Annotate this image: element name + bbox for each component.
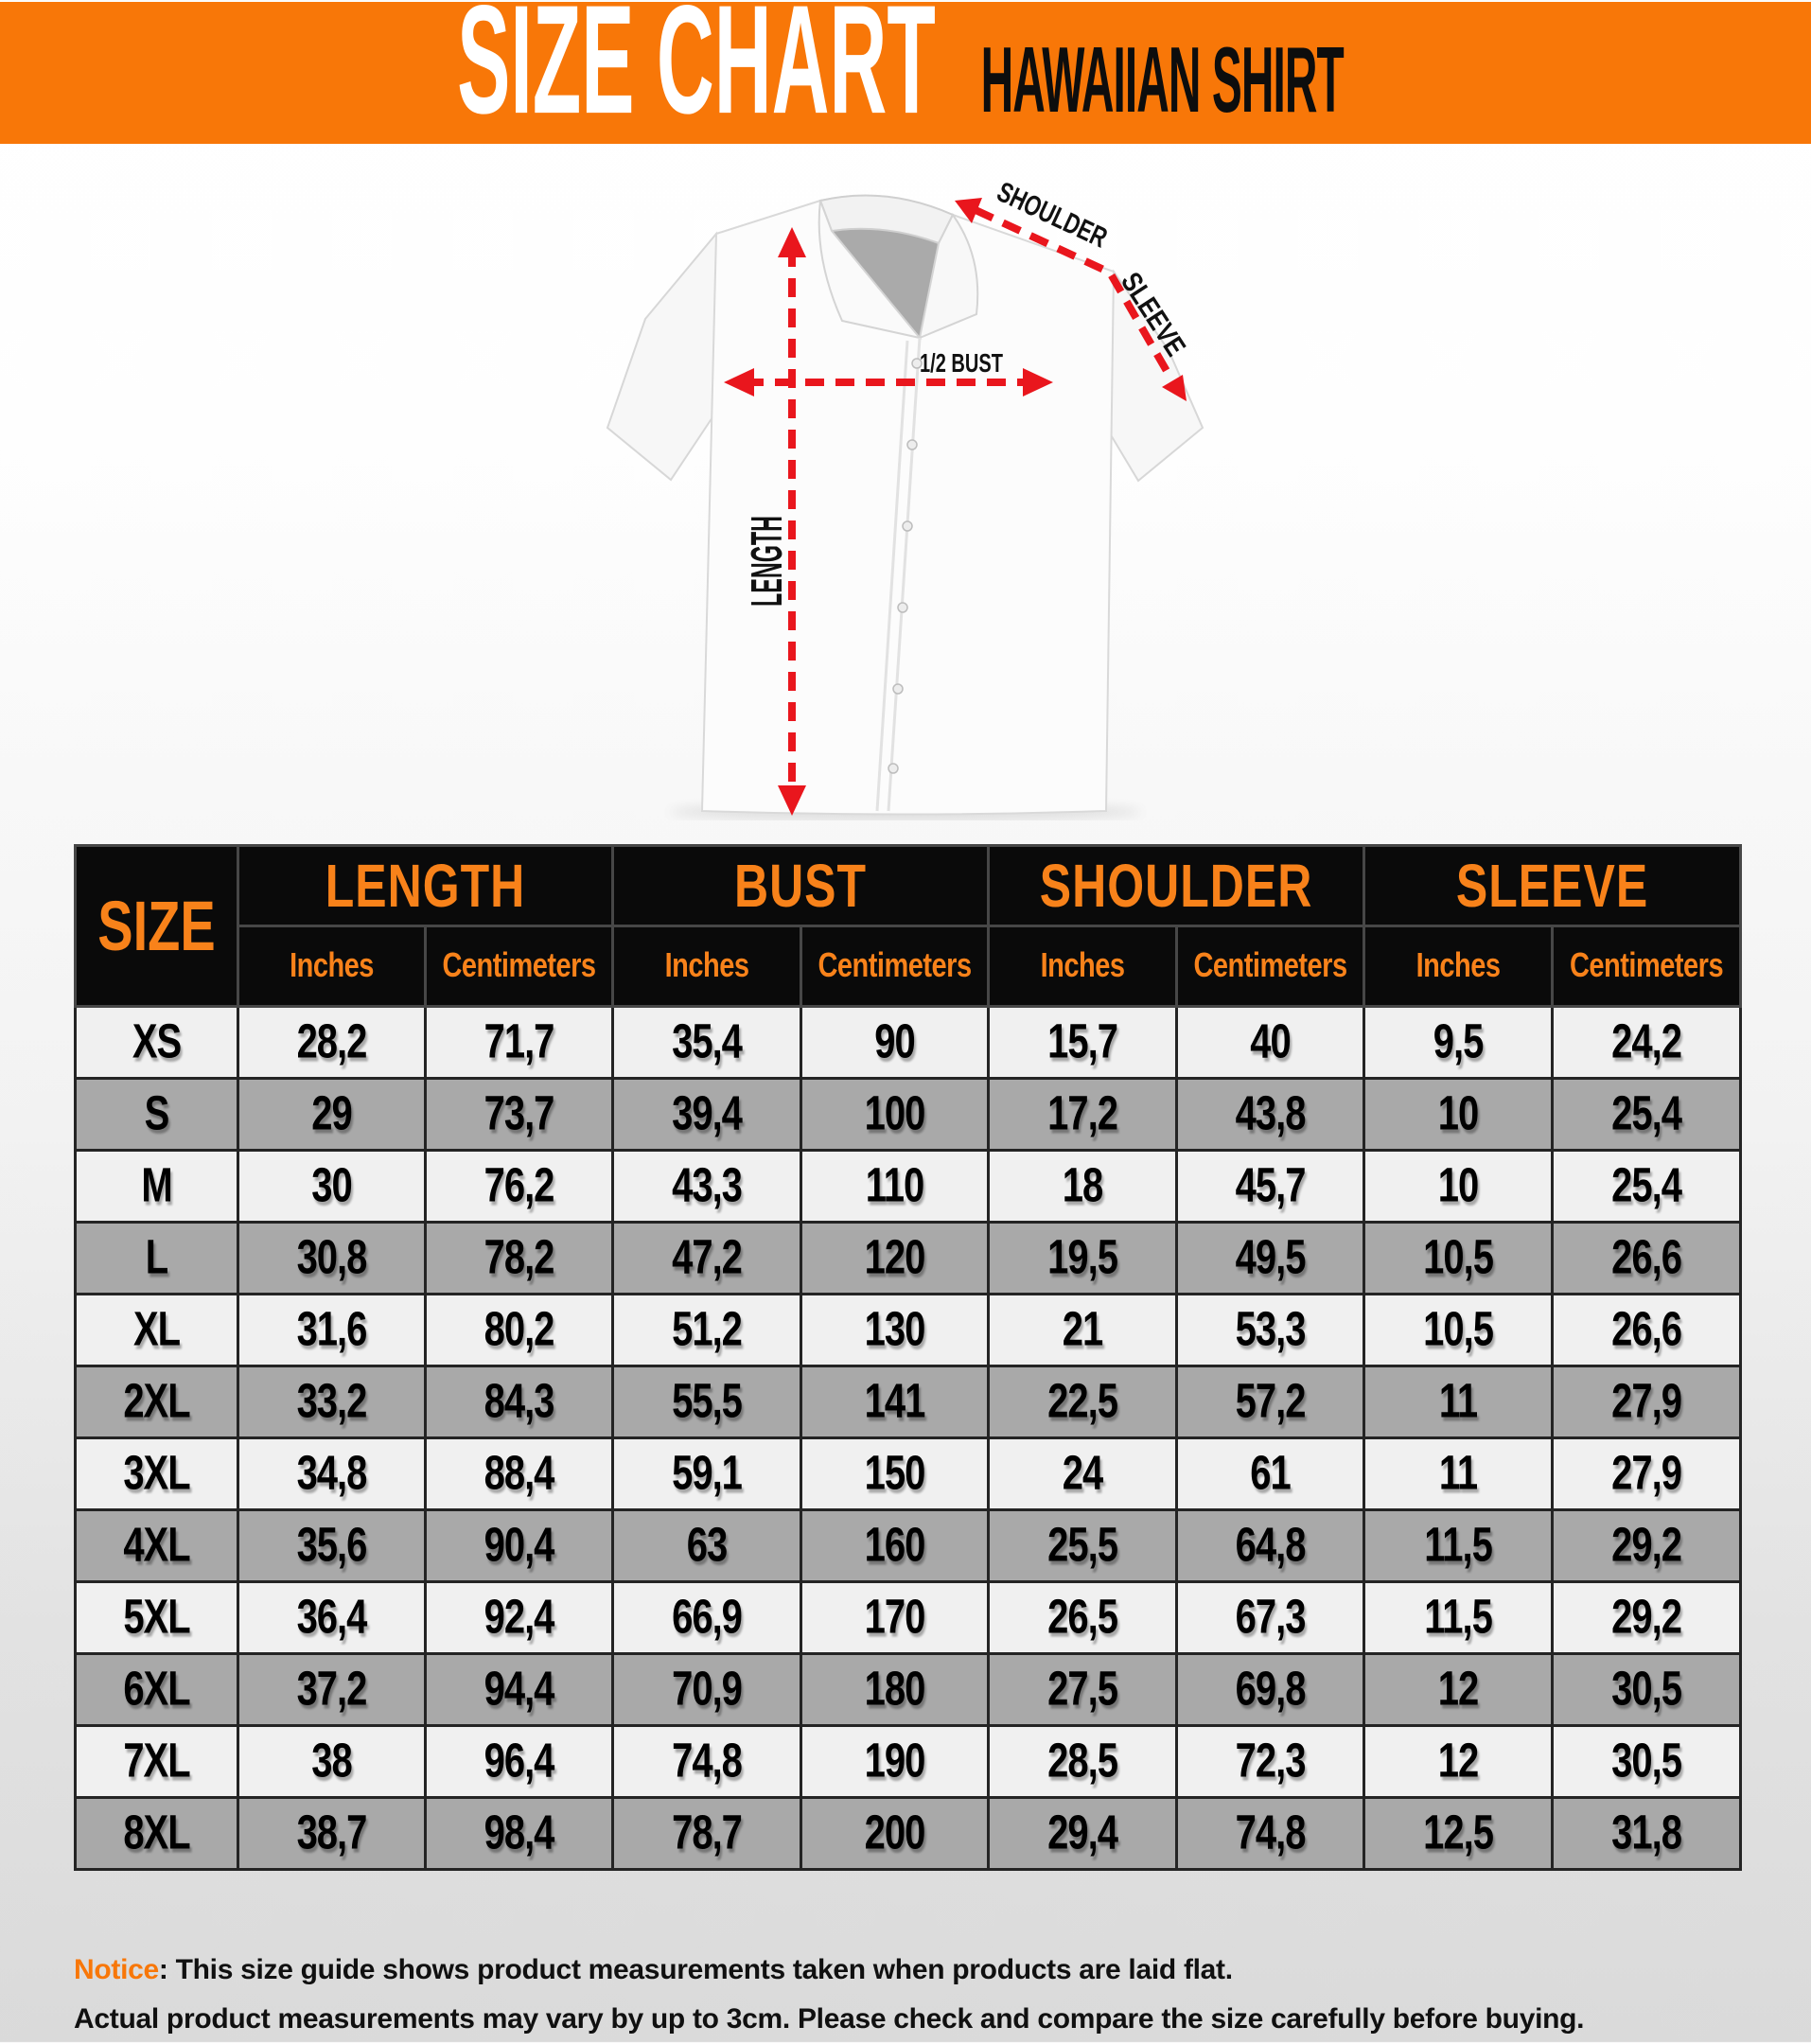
cell-6xl-6-label: 12 xyxy=(1437,1662,1479,1717)
notice-line-1 xyxy=(74,1946,1739,1995)
cell-6xl-5 xyxy=(1177,1654,1364,1726)
cell-8xl-4-label: 29,4 xyxy=(1047,1806,1117,1860)
cell-7xl-6 xyxy=(1364,1726,1553,1798)
cell-5xl-2-label: 66,9 xyxy=(672,1590,742,1645)
cell-xs-1 xyxy=(426,1007,613,1079)
cell-2xl-6 xyxy=(1364,1366,1553,1438)
column-unit-7-label: Centimeters xyxy=(1569,946,1724,985)
cell-6xl-0-label: 37,2 xyxy=(296,1662,367,1717)
cell-xs-3-label: 90 xyxy=(874,1014,915,1069)
column-group-bust xyxy=(613,846,989,926)
page-title: SIZE CHART xyxy=(456,0,936,148)
row-size-s xyxy=(76,1079,238,1151)
cell-s-6-label: 10 xyxy=(1437,1086,1479,1141)
cell-xl-3-label: 130 xyxy=(864,1302,925,1357)
cell-8xl-1-label: 98,4 xyxy=(484,1806,554,1860)
cell-xl-4 xyxy=(989,1295,1177,1366)
cell-xl-1-label: 80,2 xyxy=(484,1302,554,1357)
cell-xs-0 xyxy=(238,1007,426,1079)
row-size-m-label: M xyxy=(141,1158,172,1213)
column-header-size xyxy=(76,846,238,1007)
cell-l-0 xyxy=(238,1223,426,1295)
cell-4xl-0-label: 35,6 xyxy=(296,1518,367,1573)
row-size-2xl xyxy=(76,1366,238,1438)
cell-m-3-label: 110 xyxy=(865,1158,924,1213)
cell-4xl-4 xyxy=(989,1510,1177,1582)
column-unit-2 xyxy=(613,926,801,1007)
cell-xs-7 xyxy=(1553,1007,1741,1079)
cell-3xl-0 xyxy=(238,1438,426,1510)
cell-4xl-5-label: 64,8 xyxy=(1235,1518,1306,1573)
cell-7xl-6-label: 12 xyxy=(1437,1734,1479,1788)
cell-s-5-label: 43,8 xyxy=(1235,1086,1306,1141)
cell-5xl-7 xyxy=(1553,1582,1741,1654)
cell-2xl-7-label: 27,9 xyxy=(1611,1374,1681,1429)
table-row-3xl xyxy=(76,1438,1741,1510)
cell-2xl-3 xyxy=(801,1366,989,1438)
cell-l-5-label: 49,5 xyxy=(1235,1230,1306,1285)
cell-3xl-2-label: 59,1 xyxy=(672,1446,742,1501)
table-row-2xl xyxy=(76,1366,1741,1438)
cell-6xl-1 xyxy=(426,1654,613,1726)
cell-8xl-4 xyxy=(989,1798,1177,1870)
cell-8xl-3 xyxy=(801,1798,989,1870)
cell-xl-0 xyxy=(238,1295,426,1366)
cell-3xl-6 xyxy=(1364,1438,1553,1510)
cell-m-3 xyxy=(801,1151,989,1223)
cell-5xl-4 xyxy=(989,1582,1177,1654)
cell-7xl-7 xyxy=(1553,1726,1741,1798)
row-size-xs-label: XS xyxy=(132,1014,182,1069)
cell-8xl-6 xyxy=(1364,1798,1553,1870)
row-size-xl-label: XL xyxy=(132,1302,181,1357)
row-size-7xl xyxy=(76,1726,238,1798)
row-size-6xl xyxy=(76,1654,238,1726)
cell-2xl-7 xyxy=(1553,1366,1741,1438)
cell-6xl-6 xyxy=(1364,1654,1553,1726)
cell-5xl-6 xyxy=(1364,1582,1553,1654)
cell-3xl-4-label: 24 xyxy=(1062,1446,1103,1501)
cell-6xl-7 xyxy=(1553,1654,1741,1726)
cell-xl-3 xyxy=(801,1295,989,1366)
cell-4xl-1-label: 90,4 xyxy=(484,1518,554,1573)
table-row-6xl xyxy=(76,1654,1741,1726)
cell-3xl-5-label: 61 xyxy=(1250,1446,1291,1501)
cell-l-3 xyxy=(801,1223,989,1295)
row-size-7xl-label: 7XL xyxy=(123,1734,190,1788)
cell-l-7 xyxy=(1553,1223,1741,1295)
cell-7xl-5-label: 72,3 xyxy=(1235,1734,1306,1788)
shoulder-label: SHOULDER xyxy=(992,176,1151,273)
cell-xs-2 xyxy=(613,1007,801,1079)
cell-3xl-3-label: 150 xyxy=(864,1446,925,1501)
cell-m-6 xyxy=(1364,1151,1553,1223)
cell-3xl-2 xyxy=(613,1438,801,1510)
notice-line-2 xyxy=(74,1995,1739,2044)
size-table xyxy=(74,844,1742,1871)
column-unit-4-label: Inches xyxy=(1040,946,1125,985)
column-unit-7 xyxy=(1553,926,1741,1007)
cell-s-6 xyxy=(1364,1079,1553,1151)
cell-m-7 xyxy=(1553,1151,1741,1223)
cell-2xl-5-label: 57,2 xyxy=(1235,1374,1306,1429)
cell-4xl-0 xyxy=(238,1510,426,1582)
row-size-s-label: S xyxy=(144,1086,169,1141)
cell-4xl-1 xyxy=(426,1510,613,1582)
cell-s-0-label: 29 xyxy=(311,1086,352,1141)
column-header-size-label: SIZE xyxy=(97,886,216,966)
cell-5xl-1 xyxy=(426,1582,613,1654)
row-size-xl xyxy=(76,1295,238,1366)
column-group-sleeve xyxy=(1364,846,1741,926)
cell-8xl-1 xyxy=(426,1798,613,1870)
cell-7xl-1 xyxy=(426,1726,613,1798)
column-group-shoulder-label: SHOULDER xyxy=(1039,852,1313,920)
cell-5xl-4-label: 26,5 xyxy=(1047,1590,1117,1645)
column-unit-1 xyxy=(426,926,613,1007)
cell-5xl-5 xyxy=(1177,1582,1364,1654)
row-size-6xl-label: 6XL xyxy=(123,1662,190,1717)
cell-xs-6 xyxy=(1364,1007,1553,1079)
cell-3xl-3 xyxy=(801,1438,989,1510)
cell-s-7 xyxy=(1553,1079,1741,1151)
cell-m-2-label: 43,3 xyxy=(672,1158,742,1213)
cell-6xl-7-label: 30,5 xyxy=(1611,1662,1681,1717)
cell-4xl-3-label: 160 xyxy=(864,1518,925,1573)
cell-xl-6-label: 10,5 xyxy=(1423,1302,1493,1357)
cell-5xl-1-label: 92,4 xyxy=(484,1590,554,1645)
cell-5xl-0 xyxy=(238,1582,426,1654)
shirt-diagram-svg xyxy=(527,144,1284,820)
table-row-l xyxy=(76,1223,1741,1295)
cell-7xl-3 xyxy=(801,1726,989,1798)
cell-8xl-5 xyxy=(1177,1798,1364,1870)
cell-8xl-2-label: 78,7 xyxy=(672,1806,742,1860)
cell-2xl-1-label: 84,3 xyxy=(484,1374,554,1429)
cell-l-6-label: 10,5 xyxy=(1423,1230,1493,1285)
cell-6xl-4-label: 27,5 xyxy=(1047,1662,1117,1717)
cell-m-5-label: 45,7 xyxy=(1235,1158,1306,1213)
cell-xl-2-label: 51,2 xyxy=(672,1302,742,1357)
cell-2xl-2 xyxy=(613,1366,801,1438)
column-unit-1-label: Centimeters xyxy=(442,946,596,985)
cell-xl-0-label: 31,6 xyxy=(296,1302,367,1357)
cell-xl-7 xyxy=(1553,1295,1741,1366)
cell-8xl-7-label: 31,8 xyxy=(1611,1806,1681,1860)
cell-2xl-2-label: 55,5 xyxy=(672,1374,742,1429)
cell-7xl-0-label: 38 xyxy=(311,1734,352,1788)
cell-xs-6-label: 9,5 xyxy=(1433,1014,1484,1069)
row-size-l-label: L xyxy=(145,1230,168,1285)
cell-8xl-0 xyxy=(238,1798,426,1870)
cell-l-0-label: 30,8 xyxy=(296,1230,367,1285)
cell-xl-5 xyxy=(1177,1295,1364,1366)
cell-4xl-4-label: 25,5 xyxy=(1047,1518,1117,1573)
cell-2xl-6-label: 11 xyxy=(1438,1374,1478,1429)
table-row-xl xyxy=(76,1295,1741,1366)
cell-m-0-label: 30 xyxy=(311,1158,352,1213)
column-unit-5 xyxy=(1177,926,1364,1007)
page-subtitle: HAWAIIAN SHIRT xyxy=(980,28,1344,133)
cell-l-1-label: 78,2 xyxy=(484,1230,554,1285)
cell-m-4 xyxy=(989,1151,1177,1223)
title-banner xyxy=(0,0,1811,148)
cell-s-2-label: 39,4 xyxy=(672,1086,742,1141)
table-row-5xl xyxy=(76,1582,1741,1654)
cell-s-4 xyxy=(989,1079,1177,1151)
cell-2xl-0 xyxy=(238,1366,426,1438)
cell-7xl-3-label: 190 xyxy=(864,1734,925,1788)
column-unit-2-label: Inches xyxy=(664,946,749,985)
cell-m-4-label: 18 xyxy=(1062,1158,1103,1213)
cell-3xl-1 xyxy=(426,1438,613,1510)
column-group-sleeve-label: SLEEVE xyxy=(1455,852,1649,920)
cell-l-1 xyxy=(426,1223,613,1295)
cell-l-4-label: 19,5 xyxy=(1047,1230,1117,1285)
cell-s-0 xyxy=(238,1079,426,1151)
cell-xs-3 xyxy=(801,1007,989,1079)
cell-7xl-7-label: 30,5 xyxy=(1611,1734,1681,1788)
cell-3xl-7 xyxy=(1553,1438,1741,1510)
table-row-7xl xyxy=(76,1726,1741,1798)
cell-3xl-5 xyxy=(1177,1438,1364,1510)
cell-3xl-0-label: 34,8 xyxy=(296,1446,367,1501)
column-unit-5-label: Centimeters xyxy=(1193,946,1347,985)
cell-2xl-4 xyxy=(989,1366,1177,1438)
cell-s-3 xyxy=(801,1079,989,1151)
shirt-measurement-diagram xyxy=(527,144,1284,820)
table-row-xs xyxy=(76,1007,1741,1079)
cell-xs-5 xyxy=(1177,1007,1364,1079)
cell-7xl-1-label: 96,4 xyxy=(484,1734,554,1788)
row-size-l xyxy=(76,1223,238,1295)
row-size-3xl xyxy=(76,1438,238,1510)
cell-6xl-4 xyxy=(989,1654,1177,1726)
cell-5xl-3-label: 170 xyxy=(864,1590,925,1645)
cell-m-5 xyxy=(1177,1151,1364,1223)
cell-xl-6 xyxy=(1364,1295,1553,1366)
row-size-5xl-label: 5XL xyxy=(123,1590,190,1645)
table-row-s xyxy=(76,1079,1741,1151)
cell-2xl-0-label: 33,2 xyxy=(296,1374,367,1429)
cell-3xl-1-label: 88,4 xyxy=(484,1446,554,1501)
column-unit-0-label: Inches xyxy=(290,946,374,985)
cell-7xl-0 xyxy=(238,1726,426,1798)
cell-xl-1 xyxy=(426,1295,613,1366)
row-size-xs xyxy=(76,1007,238,1079)
cell-xl-4-label: 21 xyxy=(1062,1302,1103,1357)
cell-4xl-7-label: 29,2 xyxy=(1611,1518,1681,1573)
cell-4xl-2-label: 63 xyxy=(686,1518,728,1573)
size-table-section xyxy=(74,844,1739,1871)
cell-6xl-1-label: 94,4 xyxy=(484,1662,554,1717)
column-group-length-label: LENGTH xyxy=(325,852,526,920)
cell-2xl-4-label: 22,5 xyxy=(1047,1374,1117,1429)
row-size-5xl xyxy=(76,1582,238,1654)
cell-6xl-3-label: 180 xyxy=(864,1662,925,1717)
cell-xs-4-label: 15,7 xyxy=(1047,1014,1117,1069)
cell-6xl-3 xyxy=(801,1654,989,1726)
cell-xs-2-label: 35,4 xyxy=(672,1014,742,1069)
column-unit-3-label: Centimeters xyxy=(818,946,972,985)
cell-5xl-2 xyxy=(613,1582,801,1654)
table-row-8xl xyxy=(76,1798,1741,1870)
row-size-4xl xyxy=(76,1510,238,1582)
table-row-4xl xyxy=(76,1510,1741,1582)
cell-4xl-2 xyxy=(613,1510,801,1582)
cell-s-3-label: 100 xyxy=(864,1086,925,1141)
cell-3xl-6-label: 11 xyxy=(1438,1446,1478,1501)
cell-l-5 xyxy=(1177,1223,1364,1295)
cell-5xl-0-label: 36,4 xyxy=(296,1590,367,1645)
cell-s-1 xyxy=(426,1079,613,1151)
cell-m-0 xyxy=(238,1151,426,1223)
cell-8xl-5-label: 74,8 xyxy=(1235,1806,1306,1860)
cell-5xl-3 xyxy=(801,1582,989,1654)
column-unit-6-label: Inches xyxy=(1415,946,1501,985)
cell-xs-0-label: 28,2 xyxy=(296,1014,367,1069)
cell-8xl-6-label: 12,5 xyxy=(1423,1806,1493,1860)
cell-7xl-2 xyxy=(613,1726,801,1798)
cell-l-2 xyxy=(613,1223,801,1295)
notice-label: Notice xyxy=(74,1954,159,1985)
cell-7xl-2-label: 74,8 xyxy=(672,1734,742,1788)
cell-5xl-7-label: 29,2 xyxy=(1611,1590,1681,1645)
cell-xs-4 xyxy=(989,1007,1177,1079)
cell-8xl-0-label: 38,7 xyxy=(296,1806,367,1860)
cell-l-2-label: 47,2 xyxy=(672,1230,742,1285)
row-size-4xl-label: 4XL xyxy=(123,1518,190,1573)
cell-m-6-label: 10 xyxy=(1437,1158,1479,1213)
cell-m-1 xyxy=(426,1151,613,1223)
cell-5xl-5-label: 67,3 xyxy=(1235,1590,1306,1645)
notice-line-2-text: Actual product measurements may vary by up to 3cm. Please check and compare the size carefully before buying. xyxy=(74,2003,1585,2035)
cell-s-1-label: 73,7 xyxy=(484,1086,554,1141)
bust-label: 1/2 BUST xyxy=(920,348,1003,378)
cell-4xl-6-label: 11,5 xyxy=(1424,1518,1492,1573)
cell-m-2 xyxy=(613,1151,801,1223)
column-unit-4 xyxy=(989,926,1177,1007)
column-unit-0 xyxy=(238,926,426,1007)
cell-l-6 xyxy=(1364,1223,1553,1295)
table-row-m xyxy=(76,1151,1741,1223)
cell-8xl-7 xyxy=(1553,1798,1741,1870)
row-size-m xyxy=(76,1151,238,1223)
cell-4xl-7 xyxy=(1553,1510,1741,1582)
row-size-8xl xyxy=(76,1798,238,1870)
row-size-3xl-label: 3XL xyxy=(123,1446,190,1501)
cell-3xl-7-label: 27,9 xyxy=(1611,1446,1681,1501)
cell-7xl-4 xyxy=(989,1726,1177,1798)
cell-7xl-5 xyxy=(1177,1726,1364,1798)
cell-3xl-4 xyxy=(989,1438,1177,1510)
cell-2xl-1 xyxy=(426,1366,613,1438)
cell-xs-1-label: 71,7 xyxy=(484,1014,554,1069)
cell-xl-5-label: 53,3 xyxy=(1235,1302,1306,1357)
cell-xl-2 xyxy=(613,1295,801,1366)
cell-m-1-label: 76,2 xyxy=(484,1158,554,1213)
cell-6xl-0 xyxy=(238,1654,426,1726)
column-group-shoulder xyxy=(989,846,1364,926)
cell-l-4 xyxy=(989,1223,1177,1295)
cell-8xl-2 xyxy=(613,1798,801,1870)
cell-6xl-5-label: 69,8 xyxy=(1235,1662,1306,1717)
cell-2xl-5 xyxy=(1177,1366,1364,1438)
cell-s-5 xyxy=(1177,1079,1364,1151)
column-group-length xyxy=(238,846,613,926)
cell-xl-7-label: 26,6 xyxy=(1611,1302,1681,1357)
column-unit-3 xyxy=(801,926,989,1007)
cell-s-7-label: 25,4 xyxy=(1611,1086,1681,1141)
row-size-8xl-label: 8XL xyxy=(123,1806,190,1860)
cell-xs-7-label: 24,2 xyxy=(1611,1014,1681,1069)
sleeve-label: SLEEVE xyxy=(1115,267,1203,379)
cell-xs-5-label: 40 xyxy=(1250,1014,1291,1069)
cell-8xl-3-label: 200 xyxy=(864,1806,925,1860)
cell-4xl-3 xyxy=(801,1510,989,1582)
cell-6xl-2-label: 70,9 xyxy=(672,1662,742,1717)
cell-4xl-5 xyxy=(1177,1510,1364,1582)
length-label: LENGTH xyxy=(742,427,791,607)
cell-7xl-4-label: 28,5 xyxy=(1047,1734,1117,1788)
cell-5xl-6-label: 11,5 xyxy=(1424,1590,1492,1645)
cell-6xl-2 xyxy=(613,1654,801,1726)
cell-4xl-6 xyxy=(1364,1510,1553,1582)
row-size-2xl-label: 2XL xyxy=(123,1374,190,1429)
cell-s-2 xyxy=(613,1079,801,1151)
notice-line-1-text: : This size guide shows product measurements taken when products are laid flat. xyxy=(158,1954,1233,1985)
cell-m-7-label: 25,4 xyxy=(1611,1158,1681,1213)
cell-l-3-label: 120 xyxy=(864,1230,925,1285)
column-group-bust-label: BUST xyxy=(733,852,868,920)
notice-section xyxy=(74,1946,1739,2044)
column-unit-6 xyxy=(1364,926,1553,1007)
cell-2xl-3-label: 141 xyxy=(864,1374,925,1429)
cell-l-7-label: 26,6 xyxy=(1611,1230,1681,1285)
cell-s-4-label: 17,2 xyxy=(1047,1086,1117,1141)
